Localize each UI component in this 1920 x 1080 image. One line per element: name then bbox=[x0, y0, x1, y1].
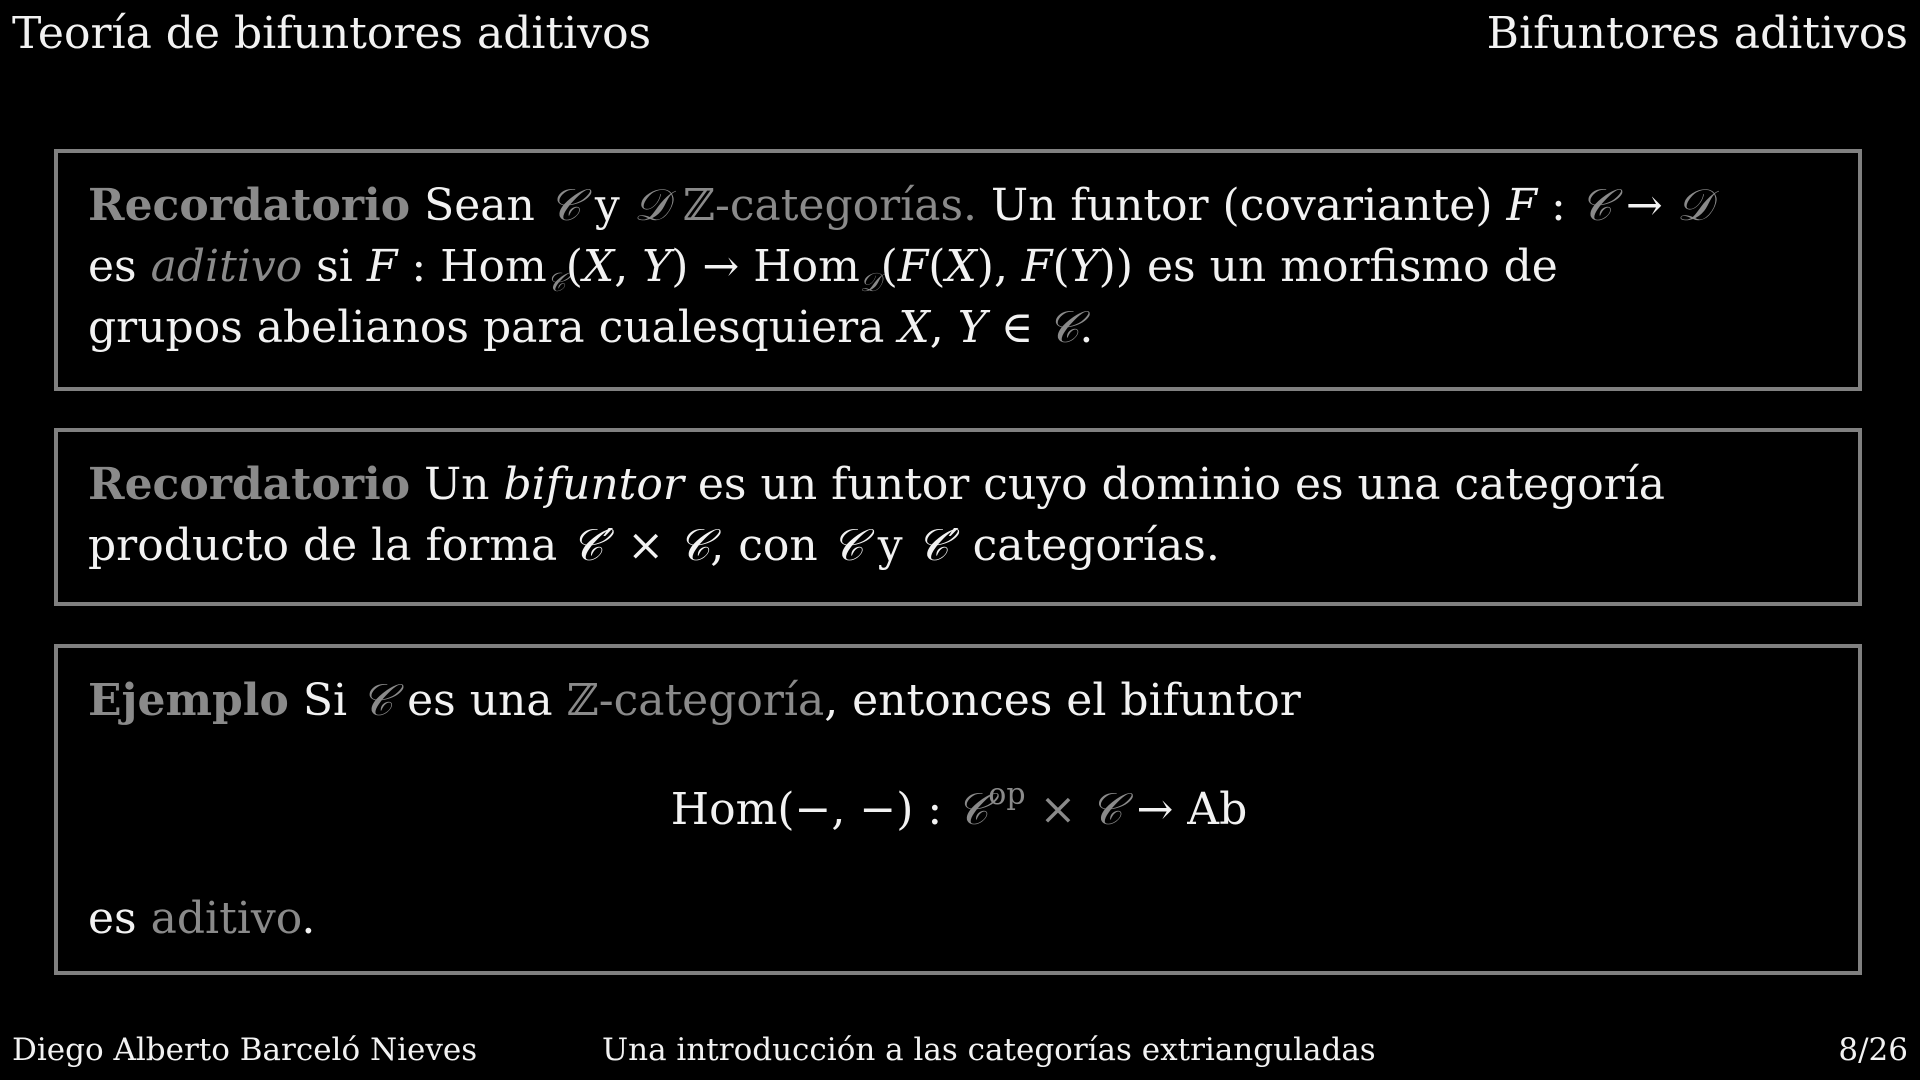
math-text-run: y bbox=[580, 180, 634, 231]
math-text-run: × bbox=[1025, 784, 1091, 835]
box3-line-3 bbox=[88, 888, 1830, 949]
math-text-run: F bbox=[1021, 241, 1053, 292]
math-text-run: . bbox=[301, 893, 316, 944]
math-text-run: 𝒟 bbox=[1676, 180, 1712, 231]
math-text-run: ) → Hom bbox=[671, 241, 860, 292]
math-text-run: 𝒞 bbox=[956, 784, 989, 835]
math-text-run: 𝒟 bbox=[859, 268, 881, 298]
example-box-hom-bifunctor bbox=[54, 644, 1862, 975]
math-text-run: X bbox=[945, 241, 977, 292]
math-text-run: 𝒞 bbox=[1047, 302, 1080, 353]
math-text-run: 𝒞′ bbox=[916, 520, 959, 571]
math-text-run: → Ab bbox=[1122, 784, 1248, 835]
reminder-box-additive-functor bbox=[54, 149, 1862, 391]
math-text-run: Un funtor (covariante) bbox=[977, 180, 1507, 231]
math-text-run: X bbox=[898, 302, 930, 353]
math-text-run: Un bbox=[424, 459, 504, 510]
math-text-run: Y bbox=[957, 302, 987, 353]
math-text-run: . bbox=[1079, 302, 1094, 353]
math-text-run: F bbox=[897, 241, 929, 292]
math-text-run: ( bbox=[565, 241, 583, 292]
math-text-run: Sean bbox=[424, 180, 549, 231]
box3-label: Ejemplo bbox=[88, 675, 289, 726]
math-text-run: , bbox=[929, 302, 958, 353]
math-text-run: 𝒞 bbox=[546, 268, 566, 298]
math-text-run: ℤ-categoría bbox=[566, 675, 825, 726]
math-text-run: : bbox=[1537, 180, 1580, 231]
math-text-run: 𝒞 bbox=[678, 520, 711, 571]
footer-page-number: 8/26 bbox=[1838, 1032, 1908, 1068]
box2-label: Recordatorio bbox=[88, 459, 411, 510]
math-text-run: 𝒞 bbox=[1579, 180, 1612, 231]
header-subsection-title: Bifuntores aditivos bbox=[1486, 8, 1908, 59]
math-text-run: ), bbox=[976, 241, 1022, 292]
math-text-run: Hom(−, −) : bbox=[670, 784, 957, 835]
box1-line-3 bbox=[88, 297, 1830, 358]
math-text-run: → bbox=[1611, 180, 1677, 231]
math-text-run: F bbox=[366, 241, 398, 292]
math-text-run: , entonces el bifuntor bbox=[824, 675, 1301, 726]
math-text-run: 𝒞 bbox=[1090, 784, 1123, 835]
math-text-run: 𝒞 bbox=[361, 675, 394, 726]
math-text-run: categorías. bbox=[958, 520, 1220, 571]
footer-author: Diego Alberto Barceló Nieves bbox=[12, 1032, 478, 1068]
math-text-run: es un funtor cuyo dominio es una categoría bbox=[683, 459, 1666, 510]
math-text-run: y bbox=[863, 520, 917, 571]
box1-line-2 bbox=[88, 236, 1830, 297]
math-text-run: : Hom bbox=[397, 241, 547, 292]
math-text-run: aditivo bbox=[150, 893, 302, 944]
reminder-box-bifunctor bbox=[54, 428, 1862, 606]
math-text-run: si bbox=[302, 241, 367, 292]
footer-presentation-title: Una introducción a las categorías extrianguladas bbox=[602, 1032, 1376, 1068]
math-text-run: grupos abelianos para cualesquiera bbox=[88, 302, 899, 353]
math-text-run: ( bbox=[928, 241, 946, 292]
math-text-run: 𝒟 bbox=[633, 180, 669, 231]
box3-line-1 bbox=[88, 670, 1830, 731]
box2-line-1 bbox=[88, 454, 1830, 515]
math-text-run: es una bbox=[393, 675, 567, 726]
math-text-run: ( bbox=[1052, 241, 1070, 292]
box3-display-formula bbox=[88, 779, 1830, 840]
math-text-run: , con bbox=[710, 520, 832, 571]
box1-line-1 bbox=[88, 175, 1830, 236]
header-section-title: Teoría de bifuntores aditivos bbox=[12, 8, 652, 59]
box2-line-2 bbox=[88, 515, 1830, 576]
math-text-run: X bbox=[582, 241, 615, 292]
math-text-run: × bbox=[613, 520, 679, 571]
math-text-run: ( bbox=[880, 241, 898, 292]
math-text-run: bifuntor bbox=[503, 459, 684, 510]
math-text-run: aditivo bbox=[150, 241, 303, 292]
math-text-run: )) es un morfismo de bbox=[1098, 241, 1558, 292]
math-text-run: es bbox=[88, 893, 151, 944]
box1-line-1-text bbox=[424, 180, 1712, 231]
math-text-run: 𝒞 bbox=[831, 520, 864, 571]
math-text-run: es bbox=[88, 241, 151, 292]
box3-line-1-text bbox=[303, 675, 1301, 726]
math-text-run: Si bbox=[302, 675, 362, 726]
box1-label: Recordatorio bbox=[88, 180, 411, 231]
math-text-run: Y bbox=[642, 241, 672, 292]
math-text-run: ∈ bbox=[986, 302, 1048, 353]
math-text-run: producto de la forma bbox=[88, 520, 572, 571]
math-text-run: op bbox=[988, 777, 1026, 812]
math-text-run: Y bbox=[1069, 241, 1099, 292]
math-text-run: , bbox=[614, 241, 643, 292]
math-text-run: ℤ-categorías. bbox=[668, 180, 978, 231]
math-text-run: F bbox=[1506, 180, 1538, 231]
box2-line-1-text bbox=[424, 459, 1665, 510]
math-text-run: 𝒞 bbox=[548, 180, 581, 231]
math-text-run: 𝒞′ bbox=[571, 520, 614, 571]
